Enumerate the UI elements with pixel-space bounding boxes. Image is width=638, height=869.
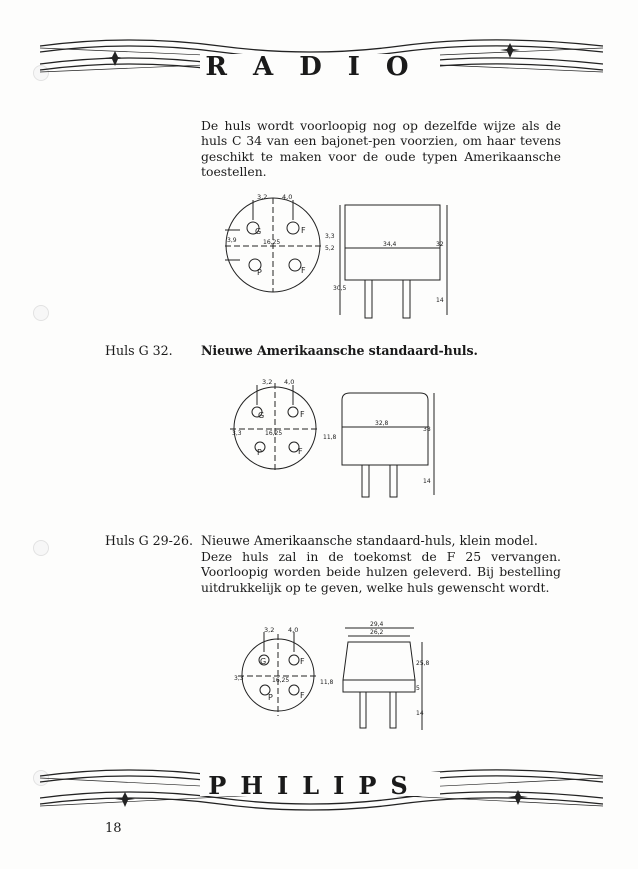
punch-hole [33,305,49,321]
pin-label: F [301,226,306,235]
dim-label: 16,25 [265,430,283,437]
pin-label: F [301,266,306,275]
dim-label: 14 [423,478,431,485]
drawing-3 [230,620,445,735]
dim-label: 30,5 [333,285,347,292]
pin-label: G [255,227,262,236]
huls-title: Nieuwe Amerikaansche standaard-huls, klein model. [201,533,538,548]
dim-label: 3,2 [264,626,275,634]
pin-label: P [257,448,262,457]
dim-label: 29,4 [370,621,384,628]
dim-label: 4,0 [282,193,293,201]
dim-label: 3,9 [227,237,237,244]
pin-label: P [257,268,262,277]
dim-label: 14 [416,710,424,717]
dim-label: 3,2 [257,193,268,201]
star-icon [500,43,520,58]
dim-label: 4,0 [284,378,295,386]
section-heading-g29 [105,533,538,548]
banner-word: PHILIPS [208,771,422,800]
pin-label: F [300,691,305,700]
drawing-1 [215,190,455,325]
punch-hole [33,540,49,556]
pin-label: F [300,657,305,666]
dim-label: 3,3 [234,675,244,682]
star-icon [115,792,135,807]
dim-label: 14 [436,297,444,304]
drawing-2 [220,375,445,500]
dim-label: 32 [436,241,444,248]
dim-label: 25,8 [416,660,430,667]
pin-label: F [300,410,305,419]
intro-paragraph: De huls wordt voorloopig nog op dezelfde wijze als de huls C 34 van een bajonet-pen voorzien, om haar tevens geschikt te maken voor de oude typen Amerikaansche toestellen. [201,118,561,179]
dim-label: 5,2 [325,245,335,252]
banner-word: RADIO [205,52,435,82]
dim-label: 4,0 [288,626,299,634]
huls-code: Huls G 29-26. [105,533,193,548]
dim-label: 26,2 [370,629,384,636]
dim-label: 11,8 [320,679,334,686]
dim-label: 3,2 [262,378,273,386]
dim-label: 34,4 [383,241,397,248]
huls-code: Huls G 32. [105,343,173,358]
pin-label: G [258,411,265,420]
dim-label: 16,25 [263,239,281,246]
page-number: 18 [105,821,122,836]
pin-label: F [298,447,303,456]
pin-label: P [268,693,273,702]
pin-label: G [260,657,267,666]
top-banner [40,36,603,82]
dim-label: 32,8 [375,420,389,427]
dim-label: 3,3 [232,430,242,437]
dim-label: 3,3 [325,233,335,240]
huls-title: Nieuwe Amerikaansche standaard-huls. [201,343,478,358]
dim-label: 38 [423,426,431,433]
bottom-banner [40,768,603,814]
g29-paragraph: Deze huls zal in de toekomst de F 25 vervangen. Voorloopig worden beide hulzen geleverd. Bij bestelling uitdrukkelijk op te geven, welke huls gewenscht wordt. [201,549,561,595]
dim-label: 5 [416,685,420,692]
dim-label: 16,25 [272,677,290,684]
dim-label: 11,8 [323,434,337,441]
section-heading-g32 [105,343,478,358]
